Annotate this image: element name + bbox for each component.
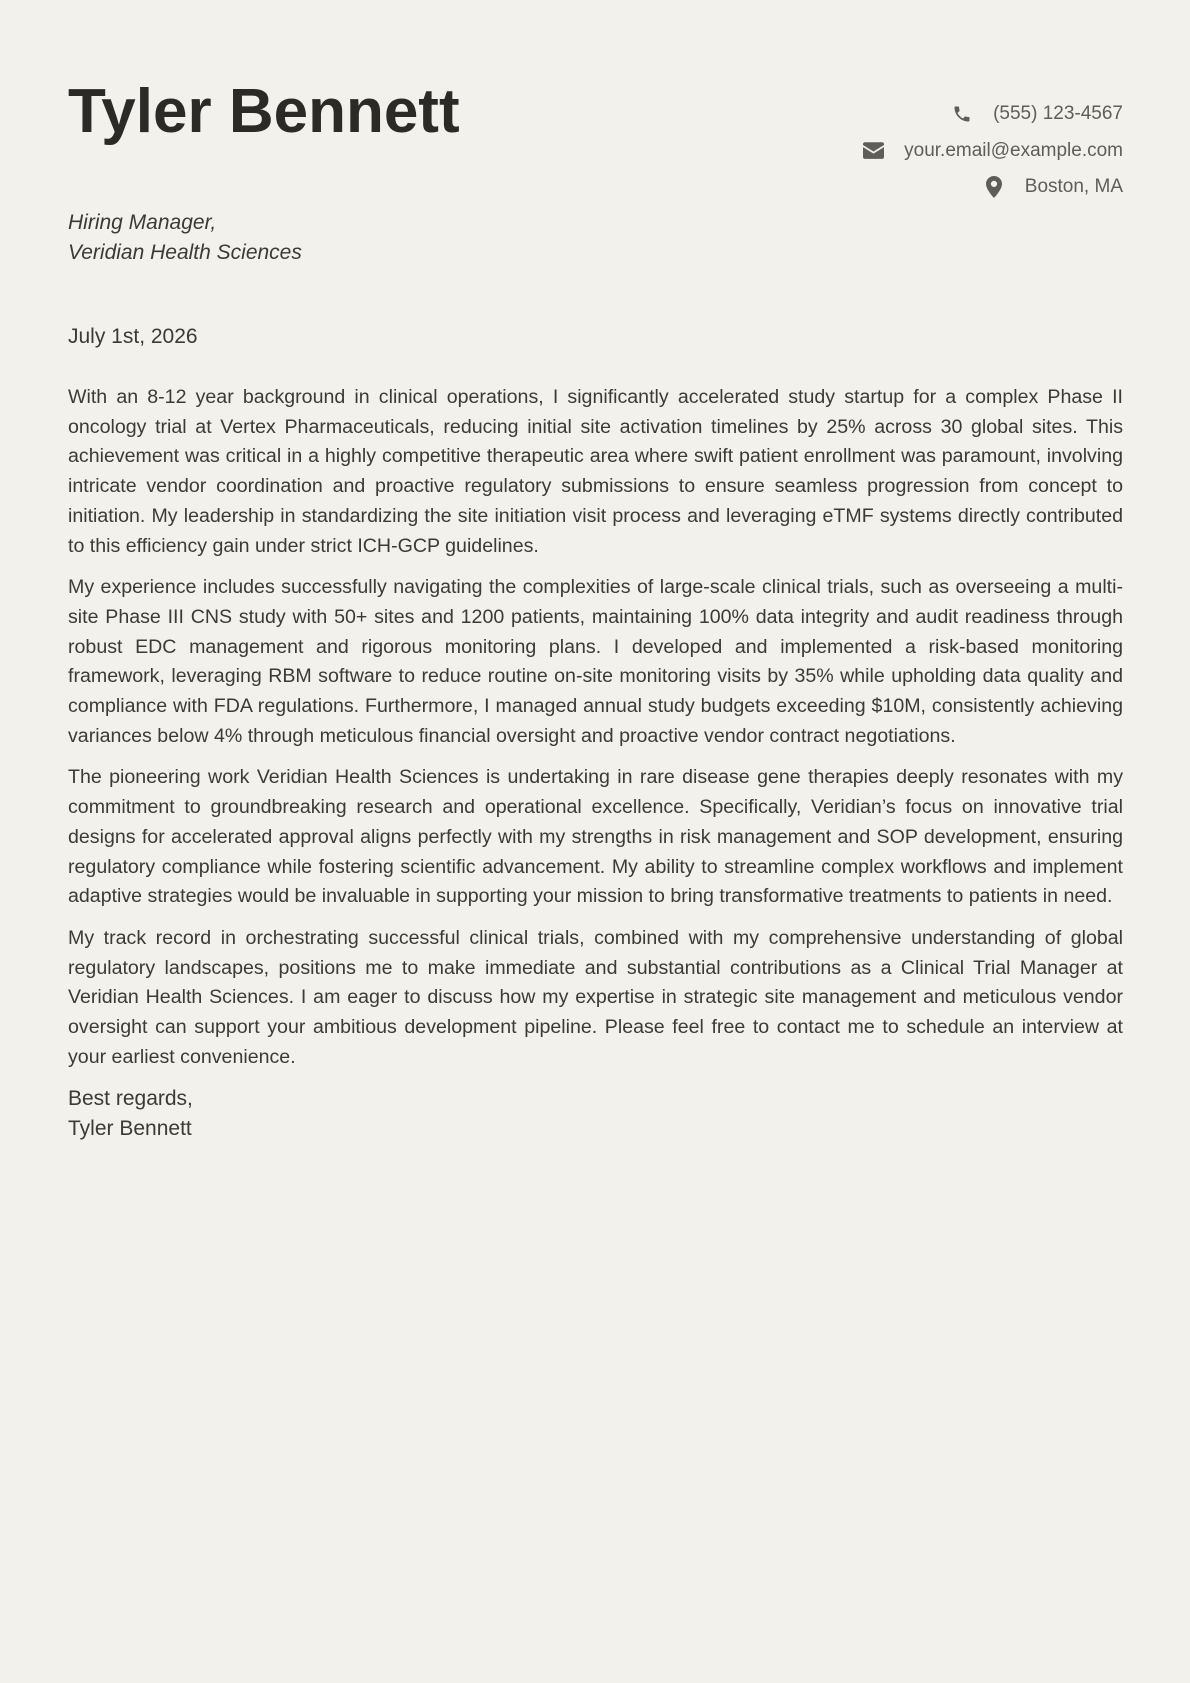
recipient-line-1: Hiring Manager, <box>68 211 217 234</box>
email-text: your.email@example.com <box>904 139 1123 161</box>
contact-phone <box>862 96 1123 133</box>
body-paragraph: The pioneering work Veridian Health Sciences is undertaking in rare disease gene therapies deeply resonates with my commitment to groundbreaking research and operational excellence. Specifically, Veridian’s focus on innovative trial designs for accelerated approval aligns perfectly with my strengths in risk management and SOP development, ensuring regulatory compliance while fostering scientific advancement. My ability to streamline complex workflows and implement adaptive strategies would be invaluable in supporting your mission to bring transformative treatments to patients in need. <box>68 766 1123 908</box>
recipient-company: Veridian Health Sciences <box>68 241 302 264</box>
signature: Tyler Bennett <box>68 1117 192 1141</box>
letter-header <box>68 74 1123 204</box>
recipient-block <box>68 208 1123 268</box>
applicant-name: Tyler Bennett <box>68 77 460 146</box>
letter-body <box>68 383 1123 1072</box>
cover-letter-page <box>68 74 1123 1144</box>
location-text: Boston, MA <box>1024 176 1123 198</box>
phone-text: (555) 123-4567 <box>993 103 1123 125</box>
contact-email <box>862 133 1123 170</box>
body-paragraph: With an 8-12 year background in clinical operations, I significantly accelerated study startup for a complex Phase II oncology trial at Vertex Pharmaceuticals, reducing initial site activation timelines by 25% across 30 global sites. This achievement was critical in a highly competitive therapeutic area where swift patient enrollment was paramount, involving intricate vendor coordination and proactive regulatory submissions to ensure seamless progression from concept to initiation. My leadership in standardizing the site initiation visit process and leveraging eTMF systems directly contributed to this efficiency gain under strict ICH-GCP guidelines. <box>68 386 1123 557</box>
contact-location <box>862 169 1123 206</box>
body-paragraph: My experience includes successfully navigating the complexities of large-scale clinical trials, such as overseeing a multi-site Phase III CNS study with 50+ sites and 1200 patients, maintaining 100% data integrity and audit readiness through robust EDC management and rigorous monitoring plans. I developed and implemented a risk-based monitoring framework, leveraging RBM software to reduce routine on-site monitoring visits by 35% while upholding data quality and compliance with FDA regulations. Furthermore, I managed annual study budgets exceeding $10M, consistently achieving variances below 4% through meticulous financial oversight and proactive vendor contract negotiations. <box>68 576 1123 747</box>
map-pin-icon <box>983 176 1005 198</box>
phone-icon <box>951 103 973 125</box>
body-paragraph: My track record in orchestrating successful clinical trials, combined with my comprehensive understanding of global regulatory landscapes, positions me to make immediate and substantial contributions as a Clinical Trial Manager at Veridian Health Sciences. I am eager to discuss how my expertise in strategic site management and meticulous vendor oversight can support your ambitious development pipeline. Please feel free to contact me to schedule an interview at your earliest convenience. <box>68 926 1123 1068</box>
closing-block <box>68 1084 1123 1144</box>
letter-date: July 1st, 2026 <box>68 325 198 348</box>
envelope-icon <box>862 140 884 162</box>
contact-info <box>862 96 1123 206</box>
salutation: Best regards, <box>68 1087 193 1111</box>
